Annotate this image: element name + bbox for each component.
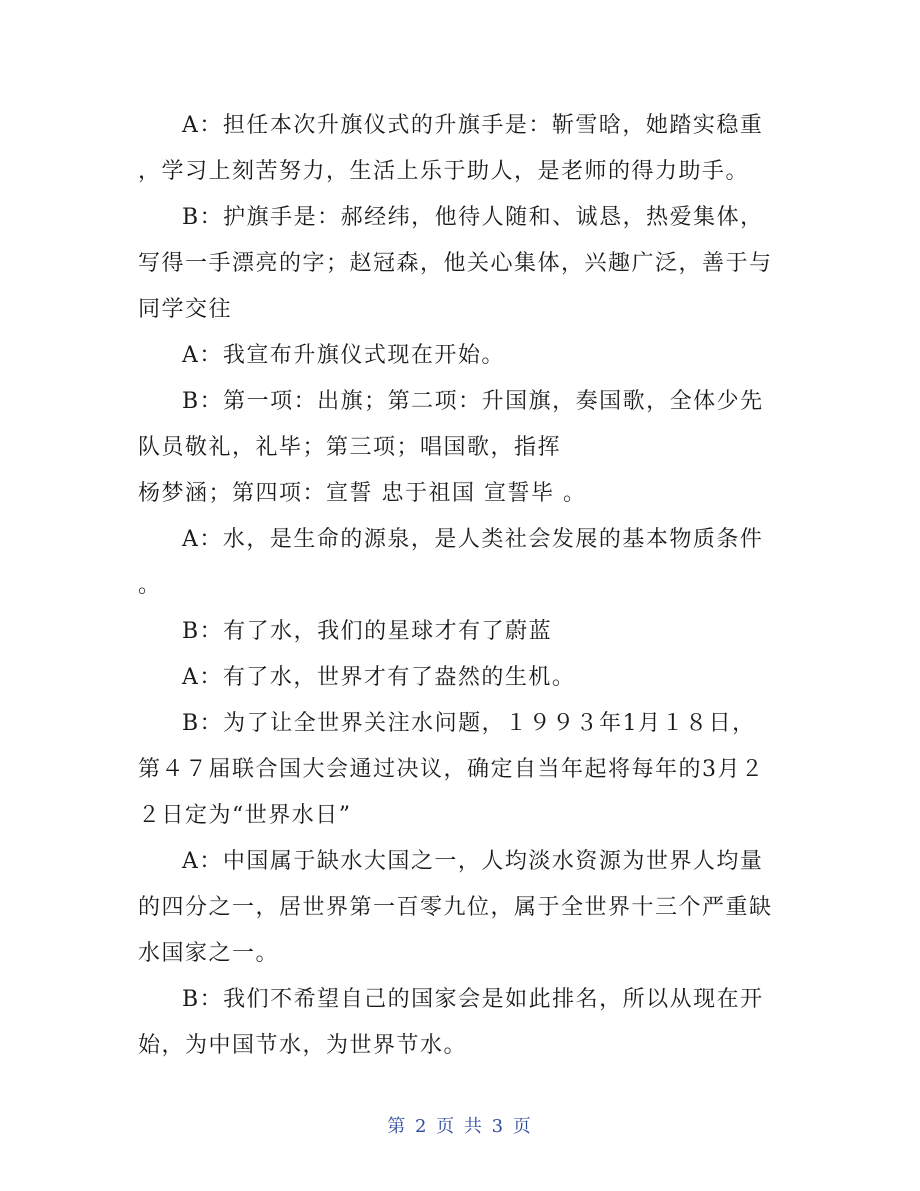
paragraph-world-water-day [138, 701, 788, 839]
text-line: 始，为中国节水，为世界节水。 [138, 1033, 468, 1058]
paragraph-water-source [138, 517, 788, 609]
text-line: 第４７届联合国大会通过决议，确定自当年起将每年的3月２ [138, 757, 765, 782]
text-line: B：为了让全世界关注水问题，１９９３年1月１８日， [182, 711, 756, 736]
page-number-footer: 第 2 页 共 3 页 [387, 1116, 533, 1137]
text-line: B：我们不希望自己的国家会是如此排名，所以从现在开 [182, 987, 764, 1012]
text-line: B：有了水，我们的星球才有了蔚蓝 [182, 619, 553, 644]
text-line: A：担任本次升旗仪式的升旗手是：靳雪晗，她踏实稳重 [182, 113, 764, 138]
text-line: 同学交往 [138, 297, 233, 322]
text-line: ，学习上刻苦努力，生活上乐于助人，是老师的得力助手。 [138, 159, 750, 184]
text-line: A：中国属于缺水大国之一，人均淡水资源为世界人均量 [182, 849, 764, 874]
document-body [138, 103, 788, 1069]
text-line: ２日定为“世界水日” [138, 803, 352, 828]
paragraph-save-water [138, 977, 788, 1069]
text-line: 的四分之一，居世界第一百零九位，属于全世界十三个严重缺 [138, 895, 773, 920]
paragraph-ceremony-steps [138, 379, 788, 517]
paragraph-blue-planet [138, 609, 788, 655]
text-line: 水国家之一。 [138, 941, 280, 966]
paragraph-flag-guards [138, 195, 788, 333]
text-line: 杨梦涵；第四项：宣誓 忠于祖国 宣誓毕 。 [138, 481, 587, 506]
text-line: 队员敬礼，礼毕；第三项；唱国歌，指挥 [138, 435, 562, 460]
text-line: B：护旗手是：郝经纬，他待人随和、诚恳，热爱集体， [182, 205, 764, 230]
paragraph-ceremony-start [138, 333, 788, 379]
paragraph-vitality [138, 655, 788, 701]
text-line: A：我宣布升旗仪式现在开始。 [182, 343, 505, 368]
paragraph-water-shortage [138, 839, 788, 977]
text-line: B：第一项：出旗；第二项：升国旗，奏国歌，全体少先 [182, 389, 764, 414]
text-line: A：有了水，世界才有了盎然的生机。 [182, 665, 576, 690]
text-line: 写得一手漂亮的字；赵冠森，他关心集体，兴趣广泛，善于与 [138, 251, 773, 276]
text-line: A：水，是生命的源泉，是人类社会发展的基本物质条件 [182, 527, 764, 552]
paragraph-flag-raiser [138, 103, 788, 195]
text-line: 。 [138, 573, 162, 598]
